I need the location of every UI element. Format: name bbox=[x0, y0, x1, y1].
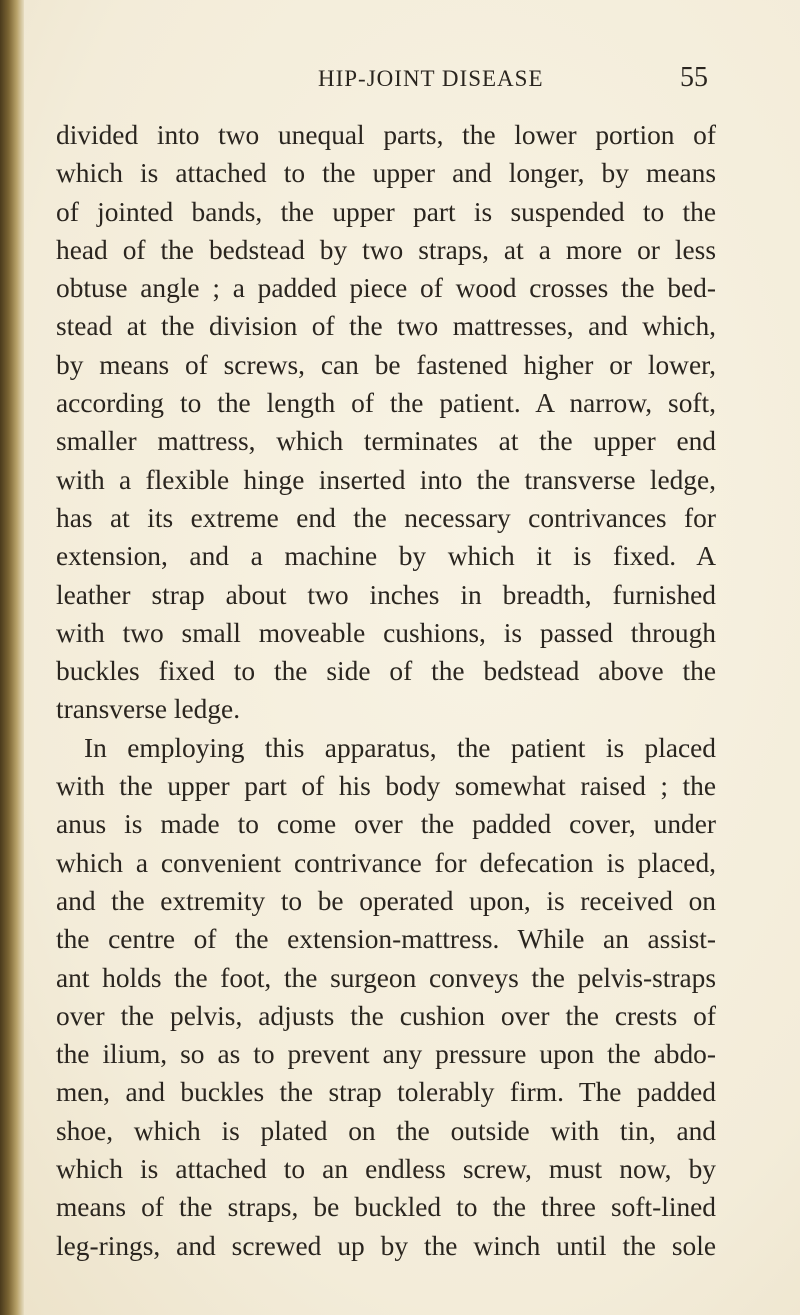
text-line: means of the straps, be buckled to the three soft-lined bbox=[56, 1192, 716, 1223]
text-line: over the pelvis, adjusts the cushion over the crests of bbox=[56, 1000, 716, 1031]
running-head: HIP-JOINT DISEASE bbox=[318, 66, 544, 91]
text-line: which is attached to an endless screw, must now, by bbox=[56, 1154, 716, 1185]
text-line: divided into two unequal parts, the lower portion of bbox=[56, 120, 716, 150]
text-line: extension, and a machine by which it is fixed. A bbox=[56, 541, 716, 572]
text-line: has at its extreme end the necessary contrivances for bbox=[56, 502, 716, 533]
text-line: obtuse angle ; a padded piece of wood crosses the bed- bbox=[56, 273, 716, 304]
text-line: of jointed bands, the upper part is suspended to the bbox=[56, 196, 716, 227]
text-line: leather strap about two inches in breadth, furnished bbox=[56, 579, 716, 610]
text-line: with a flexible hinge inserted into the transverse ledge, bbox=[56, 464, 716, 495]
text-line: by means of screws, can be fastened higher or lower, bbox=[56, 349, 716, 380]
text-line: the centre of the extension-mattress. While an assist- bbox=[56, 924, 716, 955]
text-line: according to the length of the patient. A narrow, soft, bbox=[56, 388, 716, 419]
text-line: which a convenient contrivance for defecation is placed, bbox=[56, 847, 716, 878]
text-line: smaller mattress, which terminates at the upper end bbox=[56, 426, 716, 457]
text-line: buckles fixed to the side of the bedstead above the bbox=[56, 656, 716, 687]
text-line: with two small moveable cushions, is passed through bbox=[56, 617, 716, 648]
text-line: and the extremity to be operated upon, is received on bbox=[56, 885, 716, 916]
paragraph-end-line: transverse ledge. bbox=[56, 694, 241, 725]
text-line: ant holds the foot, the surgeon conveys the pelvis-straps bbox=[56, 962, 716, 993]
text-line: the ilium, so as to prevent any pressure upon the abdo- bbox=[56, 1039, 716, 1070]
text-line: men, and buckles the strap tolerably firm. The padded bbox=[56, 1077, 716, 1108]
body-text bbox=[56, 116, 716, 1265]
text-line: which is attached to the upper and longer, by means bbox=[56, 158, 716, 189]
text-line: anus is made to come over the padded cover, under bbox=[56, 809, 716, 840]
page-number: 55 bbox=[680, 62, 708, 93]
text-line: leg-rings, and screwed up by the winch until the sole bbox=[56, 1230, 716, 1261]
page-binding-edge bbox=[0, 0, 24, 1315]
text-line: with the upper part of his body somewhat raised ; the bbox=[56, 771, 716, 802]
paragraph-start-line: In employing this apparatus, the patient is placed bbox=[84, 732, 716, 763]
text-line: stead at the division of the two mattresses, and which, bbox=[56, 311, 716, 342]
text-line: shoe, which is plated on the outside with tin, and bbox=[56, 1115, 716, 1146]
page-header bbox=[0, 62, 800, 102]
text-line: head of the bedstead by two straps, at a more or less bbox=[56, 234, 716, 265]
